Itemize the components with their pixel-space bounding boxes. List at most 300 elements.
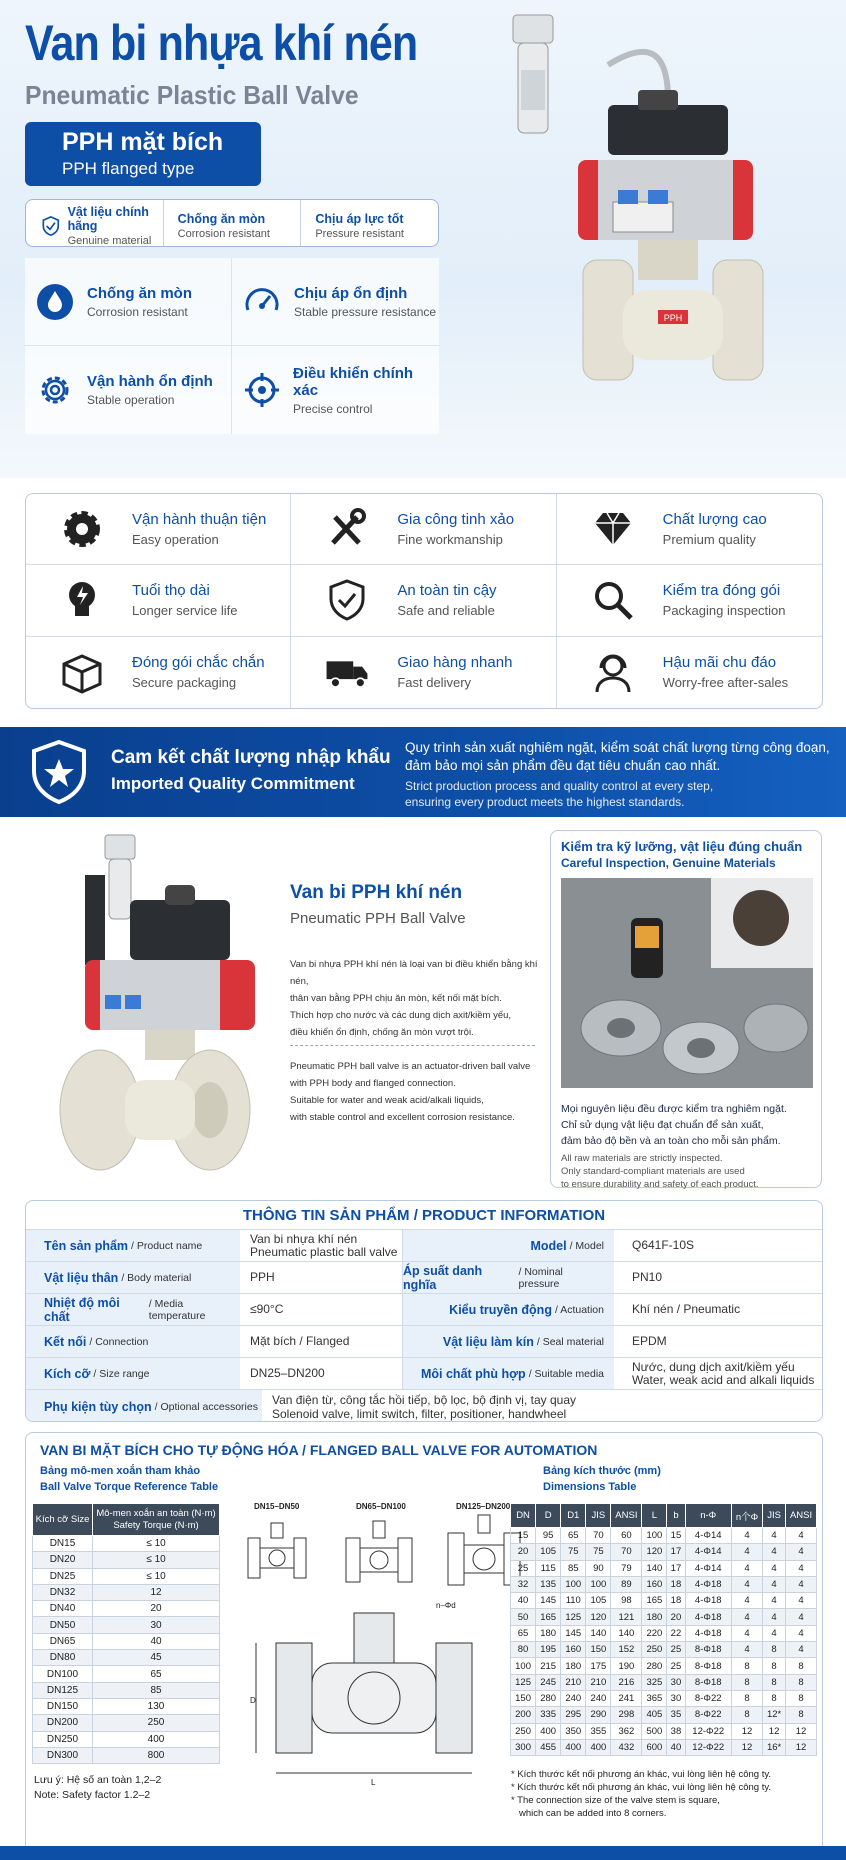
desc-line: All raw materials are strictly inspected. — [561, 1153, 723, 1164]
table-cell: 140 — [586, 1625, 611, 1641]
table-cell: 250 — [642, 1642, 667, 1658]
info-row — [26, 1293, 822, 1325]
table-cell: 8 — [731, 1674, 762, 1690]
info-key-en: / Connection — [89, 1335, 149, 1348]
table-cell: 400 — [586, 1739, 611, 1755]
benefit-label: Giao hàng nhanh — [397, 654, 513, 672]
badge-label-en: Corrosion resistant — [177, 228, 270, 240]
table-cell: 4 — [763, 1560, 786, 1576]
valve-brand-label: PPH — [663, 313, 683, 323]
table-cell: 35 — [667, 1707, 685, 1723]
table-row — [33, 1666, 220, 1682]
badge-corrosion — [164, 200, 302, 246]
table-cell: 65 — [561, 1528, 586, 1544]
table-cell: 405 — [642, 1707, 667, 1723]
info-key-en: / Seal material — [536, 1335, 604, 1348]
dim-label-d: D — [250, 1696, 256, 1705]
table-row — [33, 1698, 220, 1714]
table-cell: 8 — [763, 1674, 786, 1690]
table-cell: 4 — [763, 1544, 786, 1560]
table-cell: DN100 — [33, 1666, 93, 1682]
desc-line: đảm bảo độ bền và an toàn cho mỗi sản phẩm. — [561, 1135, 781, 1147]
info-value — [240, 1358, 403, 1389]
info-heading: THÔNG TIN SẢN PHẨM / PRODUCT INFORMATION — [242, 1207, 606, 1224]
banner-desc-vi-1: Quy trình sản xuất nghiêm ngặt, kiểm soát chất lượng từng công đoạn, — [405, 740, 830, 755]
table-cell: 65 — [93, 1666, 220, 1682]
table-cell: 290 — [586, 1707, 611, 1723]
table-cell: 160 — [642, 1576, 667, 1592]
table-cell: 60 — [611, 1528, 642, 1544]
table-cell: 165 — [642, 1593, 667, 1609]
shield-star-icon — [30, 739, 88, 805]
table-row — [33, 1536, 220, 1552]
banner-desc-en-1: Strict production process and quality control at every step, — [405, 779, 714, 793]
table-cell: 432 — [611, 1739, 642, 1755]
info-value — [614, 1358, 822, 1389]
bulb-icon — [60, 578, 104, 622]
inspection-photo — [561, 878, 813, 1088]
table-row — [33, 1747, 220, 1763]
table-cell: 75 — [561, 1544, 586, 1560]
table-row — [33, 1601, 220, 1617]
drawing-label: DN15–DN50 — [254, 1502, 300, 1511]
table-cell: 8 — [786, 1674, 817, 1690]
table-header: n-Φ — [685, 1504, 731, 1528]
info-value-line: PN10 — [632, 1270, 663, 1284]
table-cell: 150 — [586, 1642, 611, 1658]
table-cell: 140 — [611, 1625, 642, 1641]
table-header: L — [642, 1504, 667, 1528]
table-cell: 4 — [731, 1625, 762, 1641]
table-cell: 12 — [731, 1739, 762, 1755]
info-value-line: Mặt bích / Flanged — [250, 1334, 350, 1348]
table-cell: 25 — [667, 1642, 685, 1658]
table-cell: 145 — [536, 1593, 561, 1609]
table-row — [33, 1617, 220, 1633]
table-cell: 4 — [786, 1544, 817, 1560]
table-cell: 180 — [536, 1625, 561, 1641]
table-cell: 135 — [536, 1576, 561, 1592]
table-cell: 4-Φ18 — [685, 1593, 731, 1609]
info-key-vi: Kết nối — [44, 1334, 87, 1349]
product-desc-vi — [290, 956, 540, 1041]
table-cell: 140 — [642, 1560, 667, 1576]
table-row — [33, 1584, 220, 1600]
product-info-table — [25, 1200, 823, 1422]
info-key — [26, 1390, 262, 1422]
valve-product-image — [25, 830, 280, 1188]
benefit-item — [26, 565, 291, 636]
inspection-title-en: Careful Inspection, Genuine Materials — [561, 856, 776, 870]
inspection-desc-en — [561, 1152, 811, 1191]
info-row-accessories — [26, 1389, 822, 1422]
table-cell: 295 — [561, 1707, 586, 1723]
table-cell: DN200 — [33, 1715, 93, 1731]
benefit-label: Gia công tinh xảo — [397, 511, 515, 529]
table-row — [511, 1544, 817, 1560]
table-cell: 12 — [786, 1739, 817, 1755]
table-cell: 30 — [667, 1690, 685, 1706]
shield-check-icon — [40, 213, 62, 239]
info-key-vi: Kích cỡ — [44, 1366, 91, 1381]
inspection-title-vi: Kiểm tra kỹ lưỡng, vật liệu đúng chuẩn — [561, 839, 803, 854]
table-row — [511, 1609, 817, 1625]
table-cell: 50 — [511, 1609, 536, 1625]
info-key-vi: Tên sản phẩm — [44, 1238, 129, 1253]
hero-feature-label: Vận hành ổn định — [87, 373, 213, 390]
info-key — [26, 1230, 240, 1261]
table-cell: 4 — [786, 1625, 817, 1641]
info-key — [403, 1294, 614, 1325]
table-cell: 15 — [511, 1528, 536, 1544]
table-cell: 4 — [763, 1609, 786, 1625]
quality-banner — [0, 727, 846, 817]
box-icon — [58, 650, 106, 694]
table-row — [33, 1682, 220, 1698]
table-cell: 280 — [642, 1658, 667, 1674]
info-key — [403, 1262, 614, 1293]
info-value-line: ≤90°C — [250, 1302, 284, 1316]
torque-note — [34, 1773, 161, 1803]
table-row — [33, 1633, 220, 1649]
info-value — [240, 1326, 403, 1357]
table-cell: 45 — [93, 1650, 220, 1666]
table-cell: 75 — [586, 1544, 611, 1560]
hero-feature-label: Chịu áp ổn định — [294, 284, 408, 302]
target-icon — [242, 370, 282, 410]
table-cell: 4-Φ14 — [685, 1528, 731, 1544]
table-header: JIS — [586, 1504, 611, 1528]
table-cell: 8 — [731, 1658, 762, 1674]
benefit-label: Chất lượng cao — [662, 511, 767, 529]
table-cell: 400 — [561, 1739, 586, 1755]
table-cell: DN50 — [33, 1617, 93, 1633]
hero-feature — [232, 346, 439, 434]
table-row — [33, 1731, 220, 1747]
info-value-vi: Van điện từ, công tắc hồi tiếp, bộ lọc, bộ định vị, tay quay — [272, 1392, 577, 1407]
product-title: Van bi PPH khí nén — [290, 882, 463, 903]
desc-line: Chỉ sử dụng vật liệu đạt chuẩn để sản xuất, — [561, 1119, 764, 1131]
table-row — [511, 1690, 817, 1706]
torque-col-size: Kích cỡ Size — [33, 1504, 93, 1536]
table-cell: 17 — [667, 1544, 685, 1560]
technical-drawing — [236, 1493, 526, 1793]
table-cell: 4-Φ18 — [685, 1609, 731, 1625]
table-cell: DN300 — [33, 1747, 93, 1763]
info-key-en: / Product name — [131, 1239, 203, 1252]
table-cell: 20 — [667, 1609, 685, 1625]
desc-line: Suitable for water and weak acid/alkali liquids, — [290, 1095, 484, 1106]
table-cell: 4 — [786, 1528, 817, 1544]
table-cell: 4 — [731, 1642, 762, 1658]
table-cell: 30 — [667, 1674, 685, 1690]
table-cell: 12 — [731, 1723, 762, 1739]
desc-line: điều khiển ổn định, chống ăn mòn vượt trội. — [290, 1027, 474, 1038]
desc-line: to ensure durability and safety of each product. — [561, 1179, 759, 1190]
table-row — [511, 1560, 817, 1576]
info-row — [26, 1261, 822, 1293]
table-cell: 325 — [642, 1674, 667, 1690]
table-cell: 175 — [586, 1658, 611, 1674]
info-key-en: / Nominal pressure — [518, 1265, 563, 1290]
table-header: D1 — [561, 1504, 586, 1528]
banner-desc-en-2: ensuring every product meets the highest standards. — [405, 795, 685, 809]
table-cell: 30 — [93, 1617, 220, 1633]
badge-label-en: Pressure resistant — [315, 228, 404, 240]
info-value-line: Nước, dung dịch axit/kiềm yếu — [632, 1359, 795, 1374]
info-value — [262, 1390, 822, 1422]
table-cell: 100 — [586, 1576, 611, 1592]
table-cell: 125 — [561, 1609, 586, 1625]
hero-feature-label-en: Stable operation — [87, 393, 175, 407]
table-cell: 25 — [667, 1658, 685, 1674]
table-cell: 110 — [561, 1593, 586, 1609]
table-cell: 4 — [786, 1560, 817, 1576]
table-cell: 241 — [611, 1690, 642, 1706]
badge-genuine — [26, 200, 164, 246]
table-cell: 4-Φ14 — [685, 1560, 731, 1576]
table-cell: 362 — [611, 1723, 642, 1739]
benefit-item — [557, 565, 822, 636]
benefit-label: Kiểm tra đóng gói — [662, 582, 781, 600]
table-cell: 38 — [667, 1723, 685, 1739]
hero-feature-grid — [25, 258, 439, 434]
info-value-line: Pneumatic plastic ball valve — [250, 1244, 398, 1259]
table-cell: 4 — [731, 1593, 762, 1609]
info-value — [614, 1326, 822, 1357]
inspection-desc-vi — [561, 1101, 811, 1149]
info-key-vi: Môi chất phù hợp — [420, 1366, 526, 1381]
table-cell: 8-Φ18 — [685, 1674, 731, 1690]
info-key — [403, 1358, 614, 1389]
desc-line: Van bi nhựa PPH khí nén là loại van bi điều khiển bằng khí nén, — [290, 959, 538, 987]
table-row — [511, 1625, 817, 1641]
table-cell: 355 — [586, 1723, 611, 1739]
table-cell: 12 — [763, 1723, 786, 1739]
table-cell: 70 — [586, 1528, 611, 1544]
info-value — [614, 1294, 822, 1325]
table-cell: 8-Φ22 — [685, 1690, 731, 1706]
table-cell: DN32 — [33, 1584, 93, 1600]
table-cell: 89 — [611, 1576, 642, 1592]
table-cell: 150 — [511, 1690, 536, 1706]
benefit-label-en: Easy operation — [132, 532, 219, 548]
table-cell: 8 — [763, 1642, 786, 1658]
table-cell: 12-Φ22 — [685, 1723, 731, 1739]
table-cell: 4 — [786, 1642, 817, 1658]
table-header: JIS — [763, 1504, 786, 1528]
table-header: D — [536, 1504, 561, 1528]
table-cell: 250 — [511, 1723, 536, 1739]
dim-title-en: Dimensions Table — [543, 1481, 637, 1493]
table-cell: 40 — [511, 1593, 536, 1609]
table-cell: 17 — [667, 1560, 685, 1576]
info-key-vi: Vật liệu thân — [44, 1270, 119, 1285]
magnifier-icon — [591, 578, 635, 622]
table-cell: 250 — [93, 1715, 220, 1731]
info-key-vi: Vật liệu làm kín — [442, 1334, 534, 1349]
info-key — [26, 1358, 240, 1389]
table-cell: 120 — [586, 1609, 611, 1625]
info-key — [26, 1326, 240, 1357]
torque-col-torque: Mô-men xoắn an toàn (N·m) Safety Torque (N·m) — [93, 1504, 220, 1536]
table-cell: 100 — [511, 1658, 536, 1674]
table-row — [511, 1658, 817, 1674]
torque-note-en: Note: Safety factor 1.2–2 — [34, 1789, 151, 1801]
table-row — [511, 1593, 817, 1609]
type-pill-en: PPH flanged type — [62, 159, 195, 178]
table-cell: 245 — [536, 1674, 561, 1690]
table-cell: 152 — [611, 1642, 642, 1658]
badge-label-en: Genuine material — [67, 235, 152, 247]
table-cell: 335 — [536, 1707, 561, 1723]
table-cell: 20 — [93, 1601, 220, 1617]
table-cell: 65 — [511, 1625, 536, 1641]
table-cell: 4 — [763, 1625, 786, 1641]
table-row — [511, 1642, 817, 1658]
banner-title-en: Imported Quality Commitment — [111, 774, 355, 793]
table-cell: 280 — [536, 1690, 561, 1706]
benefit-label-en: Safe and reliable — [397, 603, 495, 619]
table-cell: 215 — [536, 1658, 561, 1674]
table-cell: 100 — [642, 1528, 667, 1544]
table-cell: DN25 — [33, 1568, 93, 1584]
table-row — [511, 1707, 817, 1723]
benefit-label-en: Secure packaging — [132, 675, 237, 691]
table-cell: 85 — [93, 1682, 220, 1698]
table-cell: 22 — [667, 1625, 685, 1641]
table-cell: 8 — [786, 1707, 817, 1723]
table-row — [33, 1715, 220, 1731]
product-info-section — [0, 1200, 846, 1424]
benefit-item — [26, 494, 291, 565]
benefit-label: Đóng gói chắc chắn — [132, 654, 265, 672]
benefit-label-en: Longer service life — [132, 603, 238, 619]
hero-feature — [25, 258, 232, 346]
table-cell: 500 — [642, 1723, 667, 1739]
desc-line: Mọi nguyên liệu đều được kiểm tra nghiêm ngặt. — [561, 1103, 787, 1115]
divider — [290, 1045, 535, 1046]
table-row — [511, 1674, 817, 1690]
benefit-item — [291, 494, 556, 565]
benefit-label-en: Fine workmanship — [397, 532, 503, 548]
dim-note: * Kích thước kết nối phương án khác, vui lòng liên hệ công ty. — [511, 1782, 772, 1793]
hero-feature — [25, 346, 232, 434]
benefit-label: Hậu mãi chu đáo — [662, 654, 777, 672]
table-cell: 18 — [667, 1593, 685, 1609]
table-row — [511, 1739, 817, 1755]
dim-note: which can be added into 8 corners. — [519, 1808, 667, 1819]
table-header: n个Φ — [731, 1504, 762, 1528]
table-cell: 4-Φ18 — [685, 1625, 731, 1641]
table-cell: 8-Φ18 — [685, 1642, 731, 1658]
table-cell: 105 — [536, 1544, 561, 1560]
dim-note: * Kích thước kết nối phương án khác, vui lòng liên hệ công ty. — [511, 1769, 772, 1780]
banner-title-vi: Cam kết chất lượng nhập khẩu — [111, 747, 391, 768]
table-row — [33, 1568, 220, 1584]
info-key-vi: Model — [530, 1238, 567, 1253]
dim-label-nd: n–Φd — [436, 1601, 456, 1610]
dimensions-section — [0, 1432, 846, 1860]
shield-check-icon — [325, 578, 369, 622]
info-value-line: Van bi nhựa khí nén — [250, 1231, 358, 1246]
footer-bar — [0, 1846, 846, 1860]
benefit-label-en: Premium quality — [662, 532, 756, 548]
badge-label: Chống ăn mòn — [177, 212, 266, 226]
info-key-vi: Áp suất danh nghĩa — [403, 1263, 483, 1292]
table-cell: 8 — [731, 1690, 762, 1706]
product-desc-en — [290, 1058, 540, 1126]
banner-desc — [405, 739, 845, 810]
table-row — [33, 1552, 220, 1568]
drawing-label: DN125–DN200 — [456, 1502, 511, 1511]
info-key — [26, 1262, 240, 1293]
info-key-vi: Nhiệt độ môi chất — [44, 1295, 120, 1324]
table-cell: 145 — [561, 1625, 586, 1641]
table-cell: 4-Φ14 — [685, 1544, 731, 1560]
table-cell: 4 — [731, 1609, 762, 1625]
hero-feature — [232, 258, 439, 346]
table-cell: 365 — [642, 1690, 667, 1706]
table-cell: 125 — [511, 1674, 536, 1690]
product-section — [0, 830, 846, 1188]
table-cell: 8 — [763, 1690, 786, 1706]
info-value-line: Khí nén / Pneumatic — [632, 1302, 741, 1316]
table-cell: DN20 — [33, 1552, 93, 1568]
table-cell: 210 — [586, 1674, 611, 1690]
info-value-line: EPDM — [632, 1334, 667, 1348]
benefit-item — [26, 637, 291, 708]
benefit-label: Vận hành thuận tiện — [132, 511, 267, 529]
hero-feature-label-en: Precise control — [293, 401, 373, 416]
table-cell: 300 — [511, 1739, 536, 1755]
info-value — [614, 1262, 822, 1293]
benefit-label-en: Packaging inspection — [662, 603, 786, 619]
table-cell: ≤ 10 — [93, 1568, 220, 1584]
table-cell: 8 — [786, 1690, 817, 1706]
info-key-en: / Model — [569, 1239, 604, 1252]
page-subtitle: Pneumatic Plastic Ball Valve — [25, 80, 359, 110]
inspection-card — [550, 830, 822, 1188]
table-cell: 98 — [611, 1593, 642, 1609]
table-row — [511, 1576, 817, 1592]
info-key-en: / Body material — [121, 1271, 192, 1284]
benefit-item — [291, 637, 556, 708]
table-cell: 190 — [611, 1658, 642, 1674]
table-cell: ≤ 10 — [93, 1536, 220, 1552]
valve-product-image — [488, 10, 818, 410]
info-value-line: Q641F-10S — [632, 1238, 695, 1252]
table-cell: DN80 — [33, 1650, 93, 1666]
table-cell: 12* — [763, 1707, 786, 1723]
banner-desc-vi-2: đảm bảo mọi sản phẩm đều đạt tiêu chuẩn cao nhất. — [405, 758, 721, 773]
table-cell: 8 — [786, 1658, 817, 1674]
info-key — [403, 1326, 614, 1357]
torque-table — [32, 1503, 220, 1764]
truck-icon — [323, 652, 371, 692]
table-header: ANSI — [786, 1504, 817, 1528]
table-cell: 79 — [611, 1560, 642, 1576]
table-cell: 4 — [731, 1544, 762, 1560]
table-cell: 4 — [786, 1593, 817, 1609]
info-value — [240, 1294, 403, 1325]
info-row — [26, 1229, 822, 1261]
table-cell: 4 — [731, 1576, 762, 1592]
dimensions-table — [510, 1503, 817, 1756]
info-key — [403, 1230, 614, 1261]
benefit-item — [557, 494, 822, 565]
badge-pressure — [301, 200, 438, 246]
